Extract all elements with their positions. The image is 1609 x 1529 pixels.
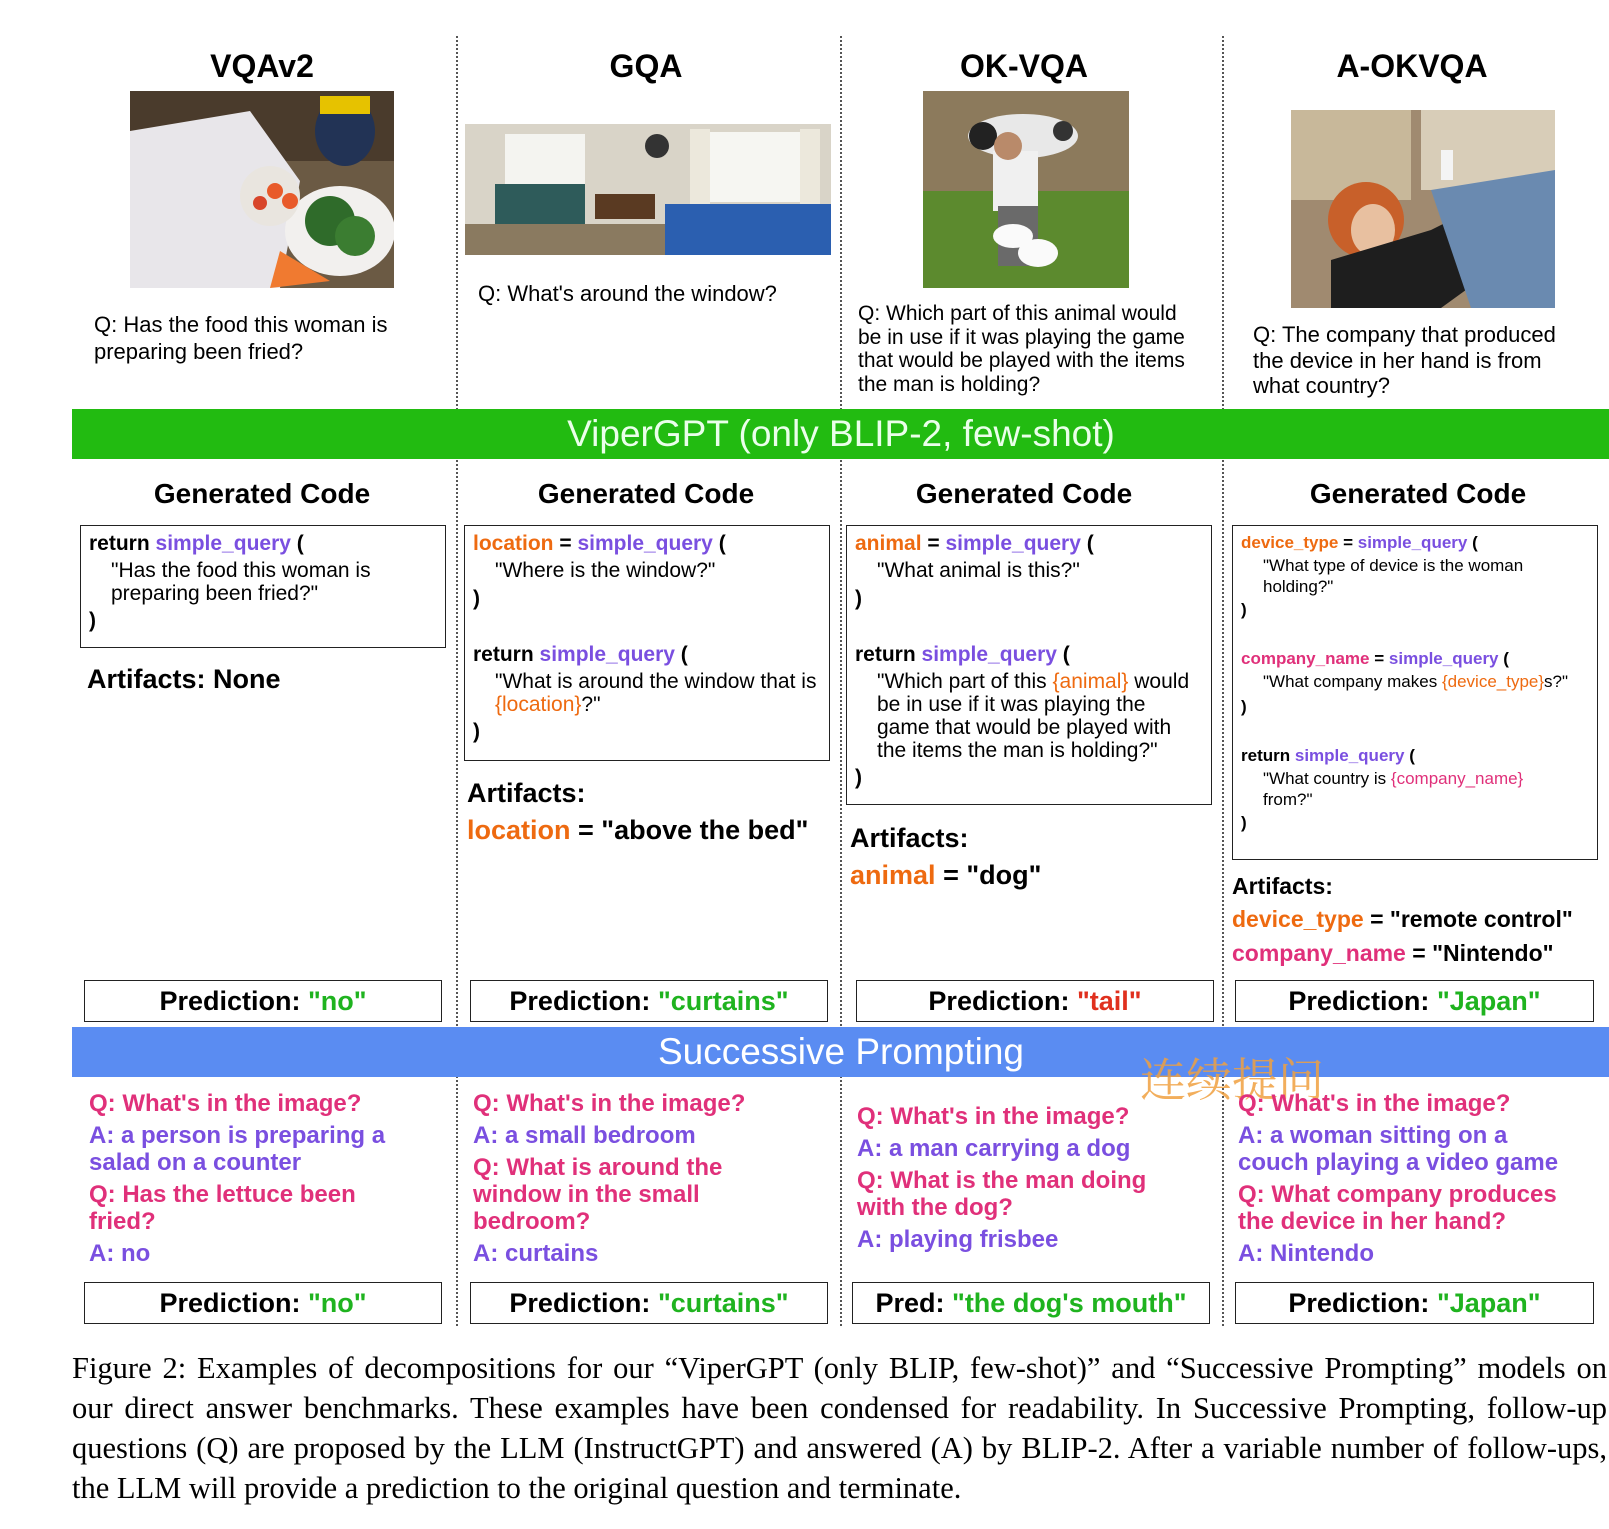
- artifacts-label: Artifacts: None: [87, 664, 281, 694]
- successive-answer: A: curtains: [473, 1240, 599, 1267]
- code-string-part: s?": [1544, 672, 1569, 691]
- code-template: {company_name}: [1390, 769, 1524, 788]
- code-paren: (: [718, 532, 726, 555]
- successive-answer: A: playing frisbee: [857, 1226, 1059, 1253]
- code-eq: =: [927, 532, 940, 555]
- vipergpt-band: [72, 409, 1609, 459]
- successive-list: [473, 1090, 793, 1267]
- code-function: simple_query: [1388, 649, 1499, 668]
- artifacts-label: Artifacts:: [1232, 873, 1333, 899]
- generated-code-title: Generated Code: [915, 478, 1133, 509]
- successive-answer: A: a person is preparing a salad on a counter: [89, 1122, 386, 1176]
- code-string: [473, 693, 821, 716]
- artifact-value: = "above the bed": [578, 815, 809, 845]
- code-template: {location}: [495, 693, 582, 716]
- dataset-title: VQAv2: [210, 48, 314, 84]
- code-function: simple_query: [921, 643, 1057, 666]
- prediction-value: "Japan": [1436, 986, 1541, 1016]
- code-box-okvqa: [846, 525, 1212, 805]
- artifact-line: [1232, 940, 1554, 967]
- artifact-value: = "dog": [943, 860, 1042, 890]
- code-function: simple_query: [945, 532, 1081, 555]
- artifacts-label: Artifacts:: [850, 823, 969, 853]
- prediction-label: Prediction:: [159, 1288, 301, 1318]
- prediction-box: [1235, 980, 1594, 1022]
- prediction-box: [1235, 1282, 1594, 1324]
- code-variable: company_name: [1241, 649, 1370, 668]
- code-string: be in use if it was playing the: [877, 693, 1146, 716]
- image-okvqa: [923, 91, 1129, 288]
- code-string: [1241, 671, 1589, 692]
- artifact-line: [1232, 906, 1573, 933]
- code-paren: (: [1086, 532, 1094, 555]
- question-text: Q: Which part of this animal would be in use if it was playing the game that would be played with the items the man is holding?: [858, 302, 1185, 396]
- generated-code-title: Generated Code: [1309, 478, 1527, 509]
- successive-answer: A: Nintendo: [1238, 1240, 1374, 1267]
- prediction-box: [852, 1282, 1210, 1324]
- artifact-value: = "Nintendo": [1412, 940, 1554, 966]
- code-string: "What type of device is the woman: [1263, 556, 1524, 575]
- question-text: Q: What's around the window?: [478, 281, 777, 306]
- dataset-title: GQA: [609, 48, 683, 84]
- code-paren: (: [1062, 643, 1070, 666]
- prediction-value: "curtains": [657, 986, 789, 1016]
- code-keyword: return: [1241, 746, 1291, 765]
- prediction-label: Prediction:: [1288, 986, 1430, 1016]
- successive-question: Q: Has the lettuce been fried?: [89, 1181, 356, 1235]
- code-paren: ): [855, 766, 862, 789]
- successive-question: Q: What is around the window in the small bedroom?: [473, 1154, 723, 1235]
- code-function: simple_query: [577, 532, 713, 555]
- artifact-variable: animal: [850, 860, 936, 890]
- code-string-part: "What company makes: [1263, 672, 1438, 691]
- code-paren: (: [1409, 746, 1415, 765]
- code-string: [855, 670, 1203, 693]
- code-paren: ): [1241, 697, 1247, 716]
- successive-band-title: Successive Prompting: [657, 1031, 1025, 1072]
- code-string: preparing been fried?": [111, 582, 319, 605]
- code-function: simple_query: [1357, 533, 1468, 552]
- successive-list: [857, 1103, 1197, 1253]
- code-string-part: would: [1134, 670, 1190, 693]
- prediction-value: "the dog's mouth": [952, 1288, 1187, 1318]
- successive-answer: A: no: [89, 1240, 151, 1267]
- code-function: simple_query: [1294, 746, 1405, 765]
- code-paren: ): [473, 720, 480, 743]
- prediction-box: [470, 980, 828, 1022]
- code-eq: =: [559, 532, 572, 555]
- code-paren: ): [1241, 600, 1247, 619]
- code-string: game that would be played with: [877, 716, 1172, 739]
- artifact-line: [467, 815, 808, 846]
- code-template: {device_type}: [1441, 672, 1545, 691]
- artifact-variable: device_type: [1232, 906, 1364, 932]
- image-aokvqa: [1291, 110, 1555, 308]
- artifact-line: [850, 860, 1041, 891]
- question-text: Q: Has the food this woman is preparing been fried?: [94, 312, 388, 364]
- code-paren: (: [1472, 533, 1478, 552]
- prediction-label: Prediction:: [1288, 1288, 1430, 1318]
- prediction-box: [84, 1282, 442, 1324]
- successive-answer: A: a man carrying a dog: [857, 1135, 1131, 1162]
- prediction-value: "Japan": [1436, 1288, 1541, 1318]
- code-variable: device_type: [1241, 533, 1339, 552]
- generated-code-title: Generated Code: [537, 478, 755, 509]
- artifact-variable: company_name: [1232, 940, 1406, 966]
- code-keyword: return: [855, 643, 916, 666]
- vipergpt-band-title: ViperGPT (only BLIP-2, few-shot): [567, 413, 1115, 454]
- column-separator: [840, 36, 842, 1326]
- code-function: simple_query: [539, 643, 675, 666]
- code-eq: =: [1343, 533, 1354, 552]
- code-variable: location: [473, 532, 554, 555]
- column-separator: [1222, 36, 1224, 1326]
- successive-question: Q: What company produces the device in her hand?: [1238, 1181, 1557, 1235]
- prediction-label: Pred:: [875, 1288, 945, 1318]
- handwritten-annotation: 连续提问: [1140, 1053, 1324, 1107]
- code-eq: =: [1374, 649, 1385, 668]
- code-keyword: return: [473, 643, 534, 666]
- prediction-label: Prediction:: [928, 986, 1070, 1016]
- successive-list: [1238, 1090, 1583, 1267]
- code-string: "What is around the window that is: [495, 670, 817, 693]
- prediction-value: "no": [307, 986, 367, 1016]
- code-paren: ): [855, 587, 862, 610]
- dataset-title: OK-VQA: [960, 48, 1088, 84]
- code-box-vqav2: [80, 525, 446, 648]
- code-string: from?": [1263, 790, 1313, 809]
- code-box-aokvqa: [1232, 525, 1598, 860]
- image-vqav2: [130, 91, 394, 288]
- dataset-title: A-OKVQA: [1336, 48, 1488, 84]
- prediction-value: "curtains": [657, 1288, 789, 1318]
- artifact-value: = "remote control": [1370, 906, 1573, 932]
- prediction-label: Prediction:: [509, 986, 651, 1016]
- code-keyword: return: [89, 532, 150, 555]
- code-template: {animal}: [1052, 670, 1129, 693]
- code-paren: ): [89, 609, 96, 632]
- successive-answer: A: a woman sitting on a couch playing a video game: [1238, 1122, 1559, 1176]
- code-variable: animal: [855, 532, 922, 555]
- code-string: "Where is the window?": [495, 559, 716, 582]
- code-string: the items the man is holding?": [877, 739, 1158, 762]
- successive-question: Q: What's in the image?: [473, 1090, 746, 1117]
- code-string-end: ?": [581, 693, 601, 716]
- successive-prompting-band: [72, 1027, 1609, 1077]
- prediction-label: Prediction:: [509, 1288, 651, 1318]
- prediction-value: "no": [307, 1288, 367, 1318]
- prediction-label: Prediction:: [159, 986, 301, 1016]
- artifacts-label: Artifacts:: [467, 778, 586, 808]
- prediction-box: [84, 980, 442, 1022]
- code-function: simple_query: [155, 532, 291, 555]
- code-paren: (: [1503, 649, 1509, 668]
- successive-question: Q: What's in the image?: [1238, 1090, 1511, 1117]
- code-string-part: "Which part of this: [877, 670, 1047, 693]
- code-paren: ): [1241, 813, 1247, 832]
- code-string: holding?": [1263, 577, 1334, 596]
- image-gqa: [465, 124, 831, 255]
- code-string: "What animal is this?": [877, 559, 1080, 582]
- successive-question: Q: What's in the image?: [857, 1103, 1130, 1130]
- artifact-variable: location: [467, 815, 571, 845]
- figure-caption: Figure 2: Examples of decompositions for our “ViperGPT (only BLIP, few-shot)” and “Successive Prompting” models on our direct answer benchmarks. These examples have been condensed for readability. In Successive Prompting, follow-up questions (Q) are proposed by the LLM (InstructGPT) and answered (A) by BLIP-2. After a variable number of follow-ups, the LLM will provide a prediction to the original question and terminate.: [72, 1351, 1607, 1505]
- generated-code-title: Generated Code: [153, 478, 371, 509]
- code-paren: ): [473, 587, 480, 610]
- code-paren: (: [296, 532, 304, 555]
- prediction-box: [470, 1282, 828, 1324]
- successive-question: Q: What is the man doing with the dog?: [857, 1167, 1147, 1221]
- code-string: [1241, 768, 1589, 789]
- successive-question: Q: What's in the image?: [89, 1090, 362, 1117]
- prediction-box: [856, 980, 1214, 1022]
- question-text: Q: The company that produced the device in her hand is from what country?: [1253, 322, 1556, 398]
- successive-list: [89, 1090, 429, 1267]
- code-paren: (: [680, 643, 688, 666]
- code-string: "Has the food this woman is: [111, 559, 371, 582]
- column-separator: [456, 36, 458, 1326]
- code-box-gqa: [464, 525, 830, 761]
- prediction-value: "tail": [1076, 986, 1142, 1016]
- successive-answer: A: a small bedroom: [473, 1122, 696, 1149]
- code-string-part: "What country is: [1263, 769, 1387, 788]
